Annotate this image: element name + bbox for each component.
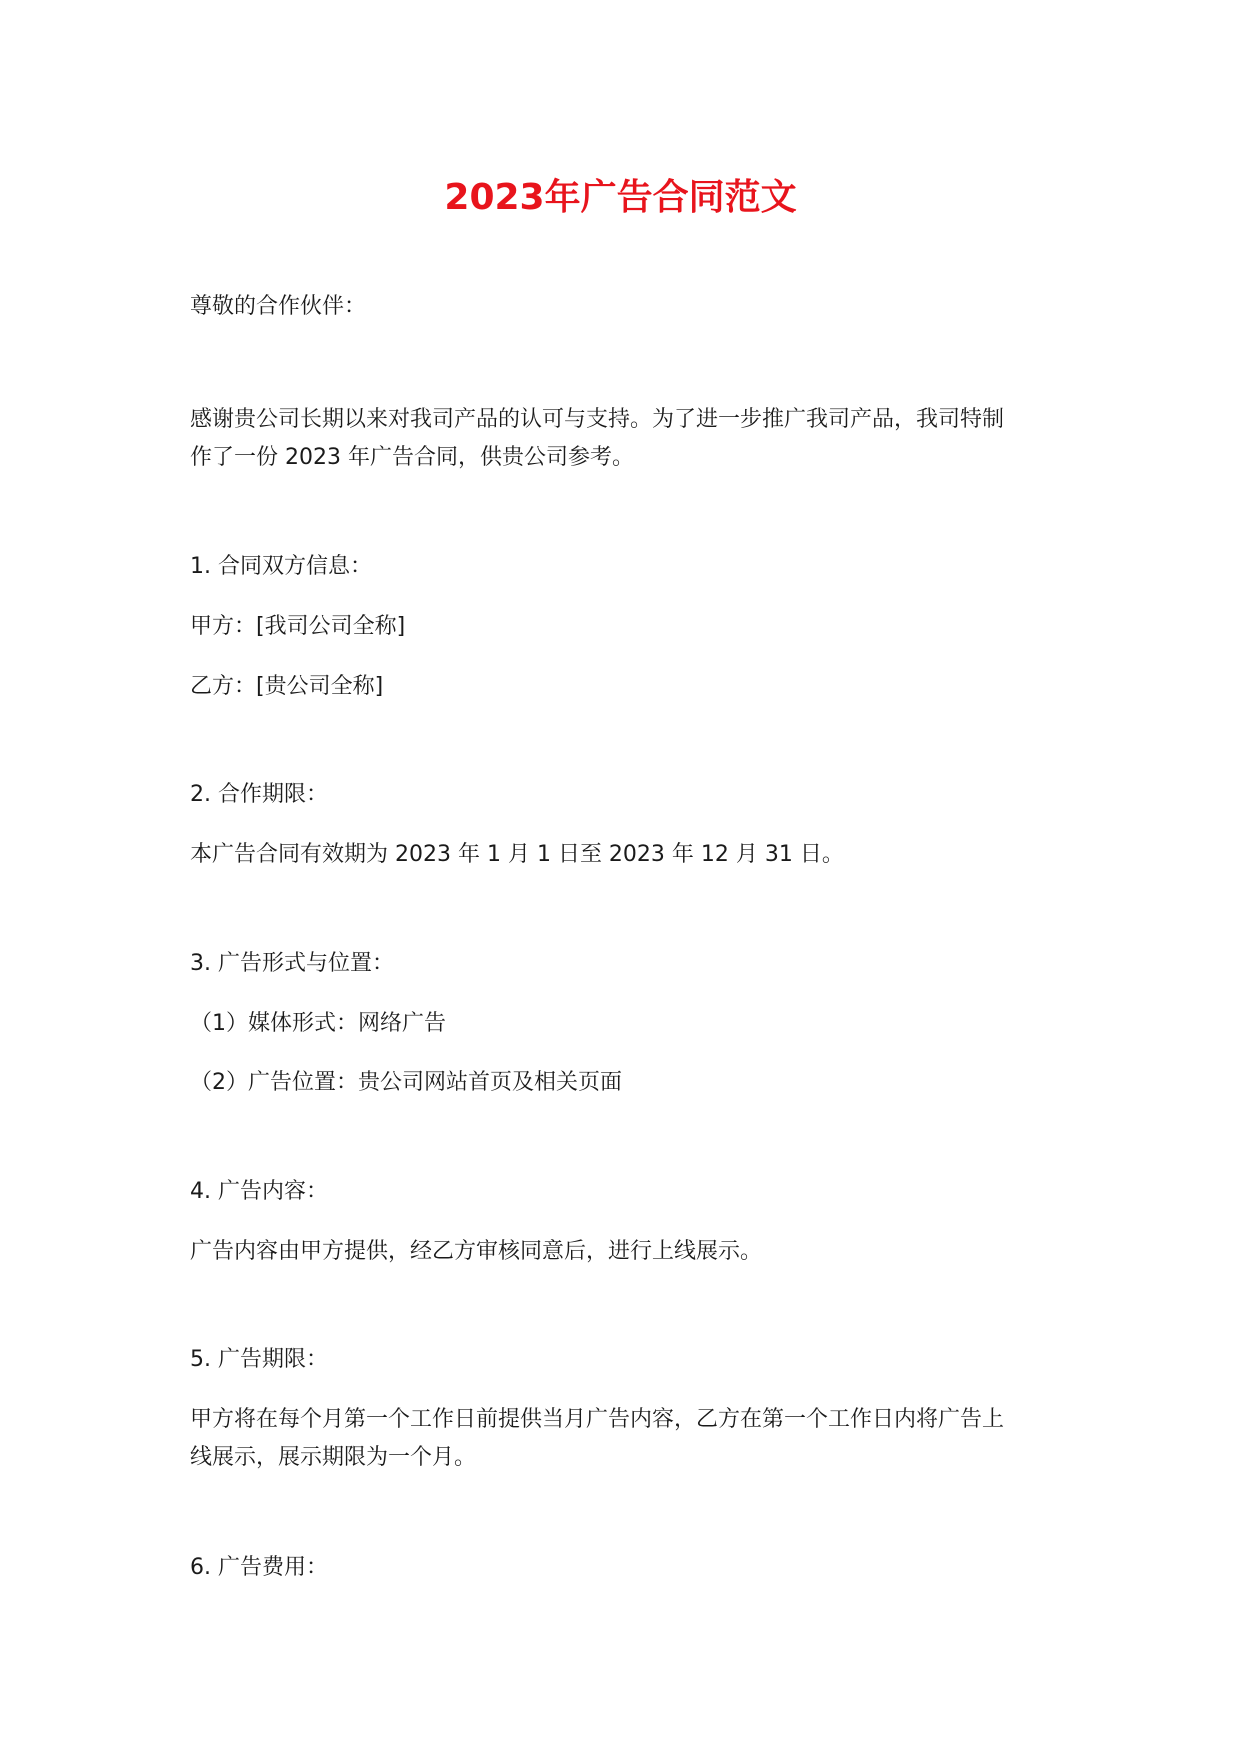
ad-form-item-2: （2）广告位置：贵公司网站首页及相关页面 (190, 1070, 622, 1095)
section-6-heading: 6. 广告费用： (190, 1555, 328, 1580)
section-1-heading: 1. 合同双方信息： (190, 554, 372, 579)
party-a: 甲方：[我司公司全称] (190, 614, 406, 639)
ad-form-item-1: （1）媒体形式：网络广告 (190, 1011, 446, 1036)
intro-line-2: 作了一份 2023 年广告合同，供贵公司参考。 (190, 445, 634, 470)
ad-period-line-1: 甲方将在每个月第一个工作日前提供当月广告内容，乙方在第一个工作日内将广告上 (190, 1407, 1005, 1432)
section-4-heading: 4. 广告内容： (190, 1179, 328, 1204)
greeting: 尊敬的合作伙伴： (190, 294, 367, 319)
ad-content-text: 广告内容由甲方提供，经乙方审核同意后，进行上线展示。 (190, 1239, 763, 1264)
section-3-heading: 3. 广告形式与位置： (190, 951, 394, 976)
party-b: 乙方：[贵公司全称] (190, 674, 384, 699)
document-title: 2023年广告合同范文 (444, 177, 797, 218)
ad-period-line-2: 线展示，展示期限为一个月。 (190, 1445, 477, 1470)
section-2-heading: 2. 合作期限： (190, 782, 328, 807)
contract-period-text: 本广告合同有效期为 2023 年 1 月 1 日至 2023 年 12 月 31 日。 (190, 842, 844, 867)
intro-line-1: 感谢贵公司长期以来对我司产品的认可与支持。为了进一步推广我司产品，我司特制 (190, 407, 1005, 432)
section-5-heading: 5. 广告期限： (190, 1347, 328, 1372)
